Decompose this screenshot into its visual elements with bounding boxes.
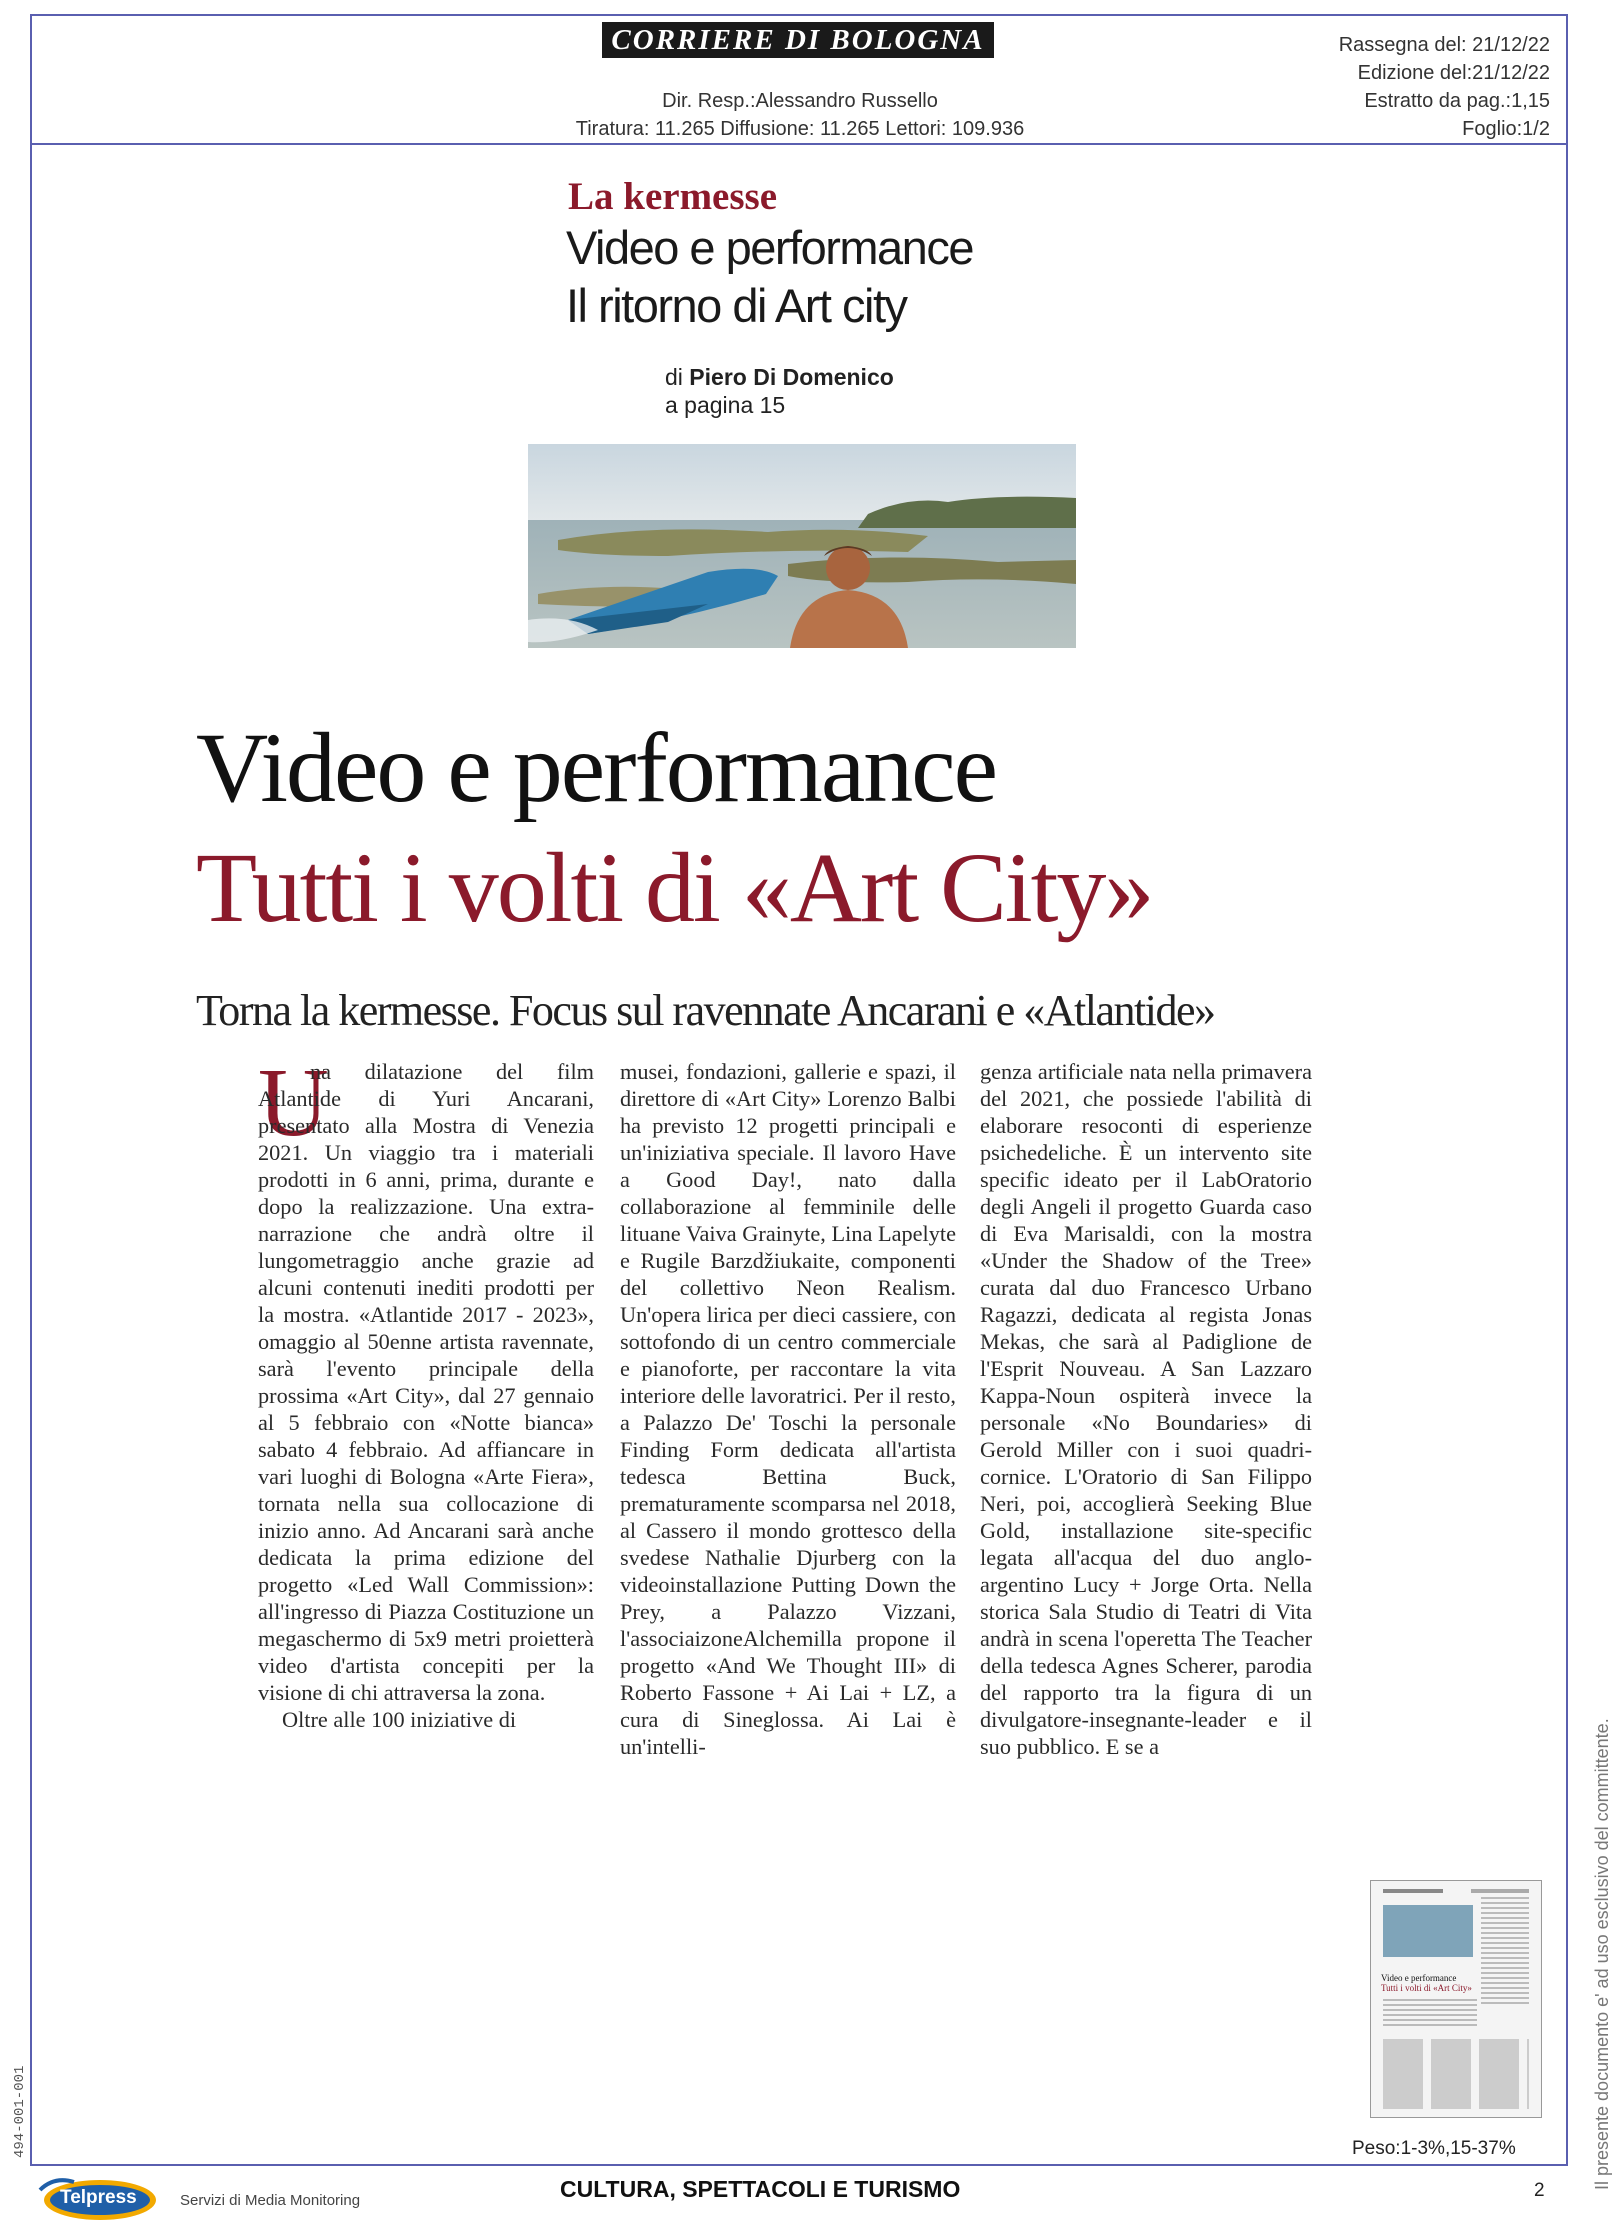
newspaper-masthead: CORRIERE DI BOLOGNA bbox=[602, 22, 994, 58]
logo-text: Telpress bbox=[60, 2187, 137, 2208]
footer-section: CULTURA, SPETTACOLI E TURISMO bbox=[560, 2176, 961, 2202]
teaser-page-ref: a pagina 15 bbox=[665, 392, 786, 418]
column-1-paragraph-1: na dilatazione del film Atlantide di Yuri Ancarani, presentato alla Mostra di Venezia 2021. Un viaggio tra i materiali prodotti in 6 anni, prima, durante e dopo la realizzazione. Una extra-narrazione che andrà oltre il lungometraggio anche grazie ad alcuni contenuti inediti prodotti per la mostra. «Atlantide 2017 - 2023», omaggio al 50enne artista ravennate, sarà l'evento principale della prossima «Art City», dal 27 gennaio al 5 febbraio con «Notte bianca» sabato 4 febbraio. Ad affiancare in vari luoghi di Bologna «Arte Fiera», tornata nella sua collocazione di inizio anno. Ad Ancarani sarà anche dedicata la prima edizione del progetto «Led Wall Commission»: all'ingresso di Piazza Costituzione un megaschermo di 5x9 metri proietterà video d'artista concepiti per la visione di chi attraversa la zona. bbox=[258, 1059, 594, 1705]
byline-author: Piero Di Domenico bbox=[689, 364, 894, 390]
byline-prefix: di bbox=[665, 364, 683, 390]
telpress-logo bbox=[34, 2172, 158, 2224]
teaser-byline bbox=[665, 364, 894, 391]
drop-cap: U bbox=[258, 1049, 329, 1157]
thumbnail-title-1: Video e performance bbox=[1381, 1973, 1457, 1983]
thumbnail-title-2: Tutti i volti di «Art City» bbox=[1381, 1983, 1472, 1993]
disclaimer-vertical: Il presente documento e' ad uso esclusivo del committente. bbox=[1592, 1718, 1612, 2190]
document-code: 494-001-001 bbox=[12, 2065, 28, 2158]
circulation-line: Tiratura: 11.265 Diffusione: 11.265 Lettori: 109.936 bbox=[575, 118, 1025, 140]
article-column-1 bbox=[258, 1049, 594, 1733]
weight-label: Peso:1-3%,15-37% bbox=[1352, 2138, 1516, 2159]
article-subheadline: Torna la kermesse. Focus sul ravennate Ancarani e «Atlantide» bbox=[196, 986, 1215, 1035]
director-line: Dir. Resp.:Alessandro Russello bbox=[662, 90, 938, 112]
teaser-title-line2: Il ritorno di Art city bbox=[566, 279, 907, 332]
article-headline-red: Tutti i volti di «Art City» bbox=[196, 832, 1153, 943]
extract-pages: Estratto da pag.:1,15 bbox=[1364, 90, 1550, 112]
article-photo bbox=[528, 444, 1076, 648]
teaser-kicker: La kermesse bbox=[568, 175, 778, 218]
teaser-title-line1: Video e performance bbox=[566, 221, 973, 274]
footer-page-number: 2 bbox=[1534, 2180, 1545, 2201]
article-column-3 bbox=[980, 1058, 1312, 1760]
sheet-number: Foglio:1/2 bbox=[1462, 118, 1550, 140]
article-column-2 bbox=[620, 1058, 956, 1760]
footer-tagline: Servizi di Media Monitoring bbox=[180, 2192, 361, 2209]
article-headline: Video e performance bbox=[196, 712, 996, 823]
column-2-paragraph: musei, fondazioni, gallerie e spazi, il direttore di «Art City» Lorenzo Balbi ha previsto 12 progetti principali e un'iniziativa speciale. Il lavoro Have a Good Day!, nato dalla collaborazione al femminile delle lituane Vaiva Grainyte, Lina Lapelyte e Rugile Barzdžiukaite, componenti del collettivo Neon Realism. Un'opera lirica per dieci cassiere, con sottofondo di un centro commerciale e pianoforte, per raccontare la vita interiore delle lavoratrici. Per il resto, a Palazzo De' Toschi la personale Finding Form dedicata all'artista tedesca Bettina Buck, prematuramente scomparsa nel 2018, al Cassero il mondo grottesco della svedese Nathalie Djurberg con la videoinstallazione Putting Down the Prey, a Palazzo Vizzani, l'associaizoneAlchemilla propone il progetto «And We Thought III» di Roberto Fassone + Ai Lai + LZ, a cura di Sineglossa. Ai Lai è un'intelli- bbox=[620, 1059, 956, 1759]
column-3-paragraph: genza artificiale nata nella primavera del 2021, che possiede l'abilità di elaborare resoconti di esperienze psichedeliche. È un intervento site specific ideato per il LabOratorio degli Angeli il progetto Guarda caso di Eva Marisaldi, con la mostra «Under the Shadow of the Tree» curata dal duo Francesco Urbano Ragazzi, dedicata al regista Jonas Mekas, che sarà al Padiglione de l'Esprit Nouveau. A San Lazzaro Kappa-Noun ospiterà invece la personale «No Boundaries» di Gerold Miller con i suoi quadri-cornice. L'Oratorio di San Filippo Neri, poi, accoglierà Seeking Blue Gold, installazione site-specific legata all'acqua del duo anglo-argentino Lucy + Jorge Orta. Nella storica Sala Studio di Teatri di Vita andrà in scena l'operetta The Teacher della tedesca Agnes Scherer, parodia del rapporto tra la figura di un divulgatore-insegnante-leader e il suo pubblico. E se a bbox=[980, 1059, 1312, 1759]
page-thumbnail bbox=[1370, 1880, 1542, 2118]
column-1-paragraph-2: Oltre alle 100 iniziative di bbox=[282, 1707, 517, 1732]
header-divider bbox=[30, 143, 1568, 145]
rassegna-date: Rassegna del: 21/12/22 bbox=[1338, 34, 1550, 56]
edition-date: Edizione del:21/12/22 bbox=[1357, 62, 1550, 84]
